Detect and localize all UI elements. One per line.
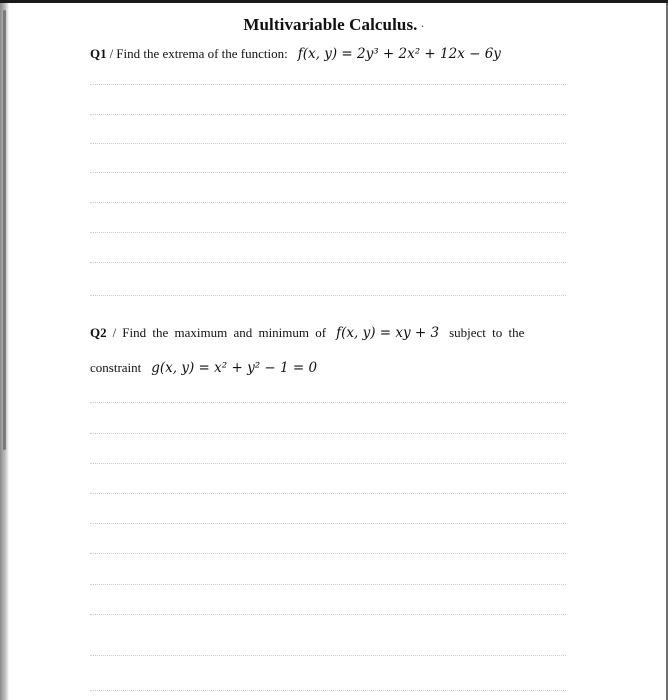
answer-line xyxy=(90,614,566,615)
title-mark: · xyxy=(420,19,425,33)
answer-line xyxy=(90,584,566,585)
question-2-prompt: Find the maximum and minimum of xyxy=(122,325,327,340)
question-2-formula: f(x, y) = xy + 3 xyxy=(336,325,440,341)
answer-line xyxy=(90,172,566,173)
answer-line xyxy=(90,295,566,296)
answer-line xyxy=(90,433,566,434)
answer-line xyxy=(90,402,566,403)
page-title-text: Multivariable Calculus. xyxy=(243,15,418,34)
question-1 xyxy=(90,45,501,63)
question-2-constraint: g(x, y) = x² + y² − 1 = 0 xyxy=(151,360,318,376)
answer-line xyxy=(90,84,566,85)
page-title xyxy=(0,14,668,37)
question-1-number: Q1 xyxy=(90,46,107,61)
scroll-indicator xyxy=(3,10,6,450)
answer-line xyxy=(90,143,566,144)
page-top-border xyxy=(0,0,668,3)
answer-line xyxy=(90,232,566,233)
question-2-number: Q2 xyxy=(90,325,107,340)
question-2-separator: / xyxy=(112,325,117,340)
question-2 xyxy=(90,324,524,342)
answer-line xyxy=(90,655,566,656)
question-2-constraint-line xyxy=(90,359,317,377)
question-1-formula: f(x, y) = 2y³ + 2x² + 12x − 6y xyxy=(297,46,501,62)
answer-line xyxy=(90,202,566,203)
question-1-separator: / xyxy=(109,46,114,61)
answer-line xyxy=(90,690,566,691)
question-1-prompt: Find the extrema of the function: xyxy=(116,46,288,61)
answer-line xyxy=(90,262,566,263)
answer-line xyxy=(90,553,566,554)
answer-line xyxy=(90,493,566,494)
question-2-constraint-label: constraint xyxy=(90,360,142,375)
question-2-prompt-tail: subject to the xyxy=(449,325,525,340)
answer-line xyxy=(90,114,566,115)
answer-line xyxy=(90,463,566,464)
answer-line xyxy=(90,523,566,524)
